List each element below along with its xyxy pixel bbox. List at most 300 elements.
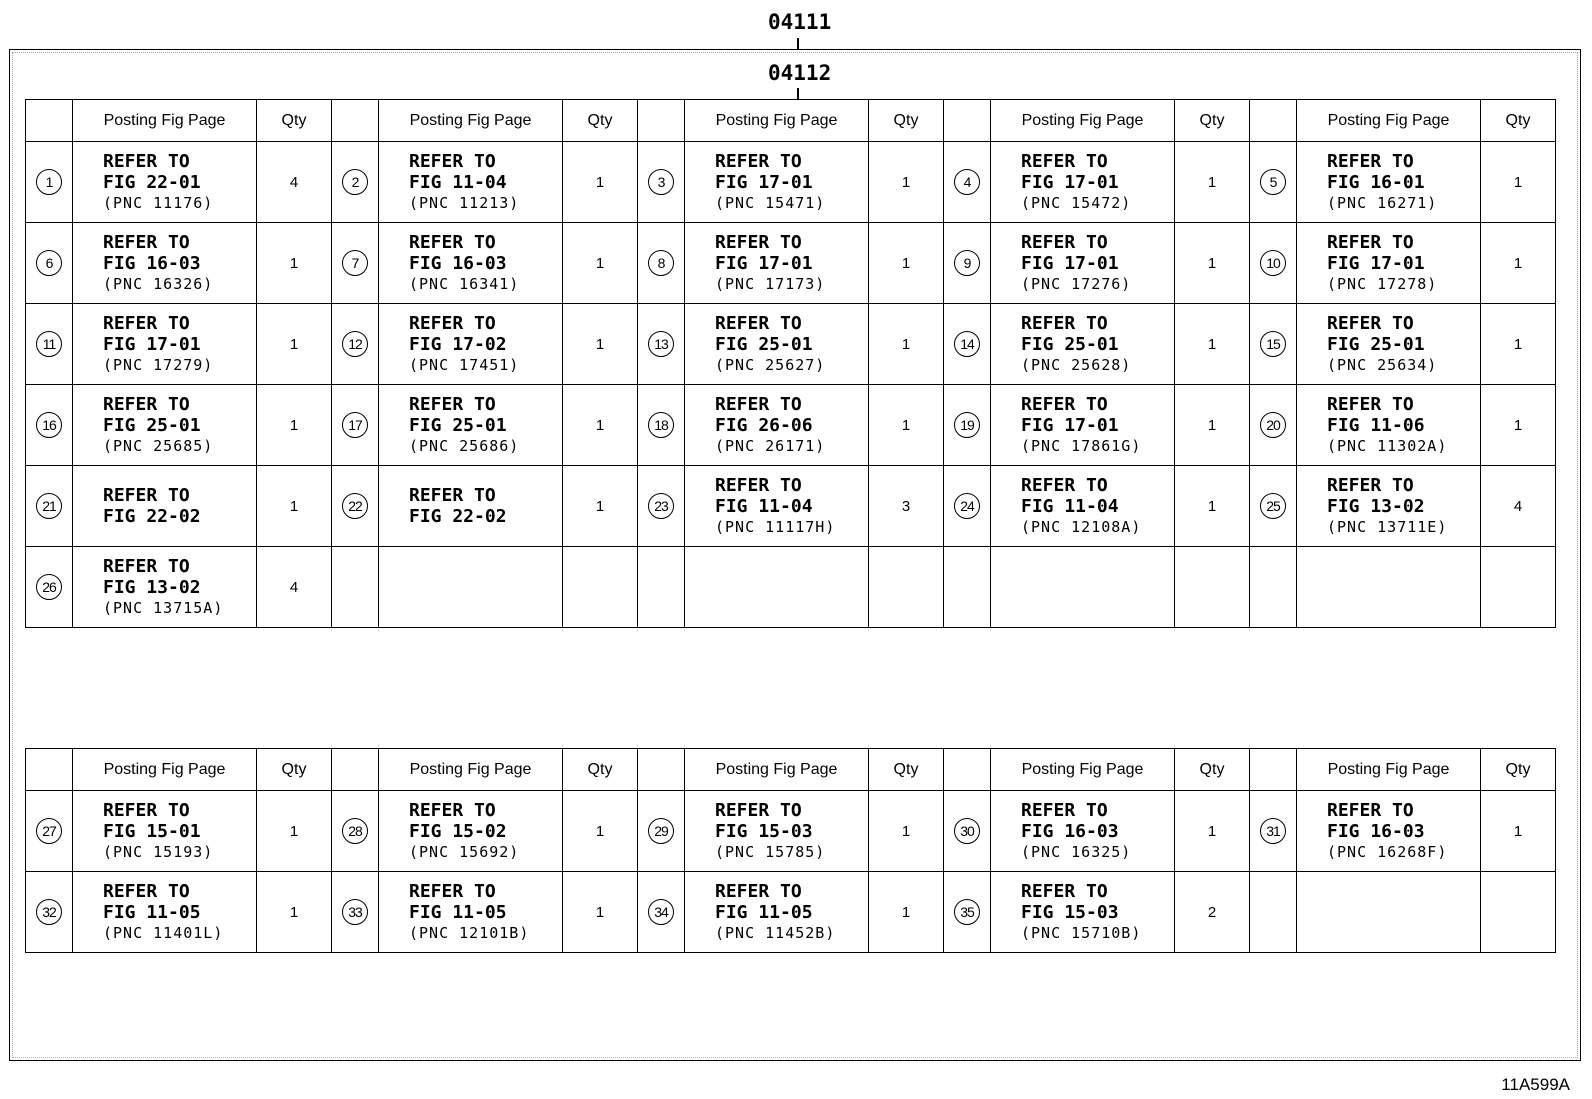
posting-cell [685, 385, 869, 466]
fig-reference: FIG 16-01 [1327, 171, 1425, 193]
pnc-reference: (PNC 17279) [103, 355, 214, 374]
refer-to-text: REFER TO [1021, 150, 1108, 172]
header-qty-cell: Qty [869, 100, 944, 142]
fig-reference: FIG 13-02 [1327, 495, 1425, 517]
qty-cell: 1 [869, 791, 944, 872]
fig-reference: FIG 13-02 [103, 576, 201, 598]
qty-cell: 1 [1481, 385, 1556, 466]
qty-cell: 4 [257, 142, 332, 223]
qty-cell: 2 [1175, 872, 1250, 953]
header-posting-cell: Posting Fig Page [73, 100, 257, 142]
qty-cell: 1 [563, 385, 638, 466]
posting-cell [379, 466, 563, 547]
fig-reference: FIG 11-04 [1021, 495, 1119, 517]
item-number-badge: 12 [342, 331, 368, 357]
posting-cell [991, 142, 1175, 223]
pnc-reference: (PNC 17276) [1021, 274, 1132, 293]
refer-to-text: REFER TO [1327, 312, 1414, 334]
posting-cell [379, 872, 563, 953]
qty-cell: 1 [1481, 791, 1556, 872]
item-number-cell [1250, 304, 1297, 385]
item-number-cell [1250, 466, 1297, 547]
inner-assembly-label: 04112 [768, 61, 832, 85]
item-number-cell [26, 466, 73, 547]
item-number-badge: 24 [954, 493, 980, 519]
empty-cell [379, 547, 563, 628]
qty-cell: 1 [1175, 385, 1250, 466]
posting-cell [685, 304, 869, 385]
pnc-reference: (PNC 25686) [409, 436, 520, 455]
item-number-cell [944, 142, 991, 223]
qty-cell: 1 [257, 791, 332, 872]
fig-reference: FIG 22-01 [103, 171, 201, 193]
item-number-badge: 27 [36, 818, 62, 844]
header-qty-cell: Qty [563, 749, 638, 791]
refer-to-text: REFER TO [1021, 799, 1108, 821]
item-number-cell [638, 223, 685, 304]
item-number-badge: 26 [36, 574, 62, 600]
posting-cell [685, 791, 869, 872]
empty-cell [1250, 547, 1297, 628]
item-number-cell [332, 142, 379, 223]
empty-cell [1481, 547, 1556, 628]
fig-reference: FIG 22-02 [409, 506, 507, 527]
table-row [26, 466, 1556, 547]
refer-to-text: REFER TO [715, 393, 802, 415]
fig-reference: FIG 16-03 [1327, 820, 1425, 842]
fig-reference: FIG 17-01 [1021, 252, 1119, 274]
empty-cell [1481, 872, 1556, 953]
fig-reference: FIG 15-03 [1021, 901, 1119, 923]
item-number-badge: 20 [1260, 412, 1286, 438]
header-posting-cell: Posting Fig Page [1297, 749, 1481, 791]
pnc-reference: (PNC 26171) [715, 436, 826, 455]
posting-cell [685, 142, 869, 223]
refer-to-text: REFER TO [409, 485, 496, 506]
item-number-cell [332, 385, 379, 466]
header-qty-cell: Qty [257, 749, 332, 791]
item-number-cell [26, 223, 73, 304]
pnc-reference: (PNC 17861G) [1021, 436, 1142, 455]
refer-to-text: REFER TO [1327, 393, 1414, 415]
refer-to-text: REFER TO [1021, 312, 1108, 334]
posting-cell [73, 223, 257, 304]
item-number-badge: 35 [954, 899, 980, 925]
pnc-reference: (PNC 15471) [715, 193, 826, 212]
header-num-cell [944, 100, 991, 142]
item-number-badge: 17 [342, 412, 368, 438]
table-row [26, 547, 1556, 628]
pnc-reference: (PNC 25627) [715, 355, 826, 374]
fig-reference: FIG 16-03 [409, 252, 507, 274]
pnc-reference: (PNC 15785) [715, 842, 826, 861]
empty-cell [1297, 547, 1481, 628]
header-posting-cell: Posting Fig Page [991, 100, 1175, 142]
refer-to-text: REFER TO [1021, 880, 1108, 902]
empty-cell [685, 547, 869, 628]
qty-cell: 1 [1175, 223, 1250, 304]
header-num-cell [944, 749, 991, 791]
item-number-badge: 31 [1260, 818, 1286, 844]
header-qty-cell: Qty [1481, 100, 1556, 142]
pnc-reference: (PNC 15692) [409, 842, 520, 861]
qty-cell: 1 [869, 385, 944, 466]
refer-to-text: REFER TO [1021, 393, 1108, 415]
item-number-cell [638, 872, 685, 953]
posting-cell [73, 304, 257, 385]
table-row [26, 791, 1556, 872]
item-number-badge: 1 [36, 169, 62, 195]
posting-cell [1297, 223, 1481, 304]
item-number-badge: 13 [648, 331, 674, 357]
posting-cell [73, 547, 257, 628]
item-number-badge: 16 [36, 412, 62, 438]
item-number-cell [638, 791, 685, 872]
fig-reference: FIG 16-03 [1021, 820, 1119, 842]
pnc-reference: (PNC 11302A) [1327, 436, 1448, 455]
refer-to-text: REFER TO [1327, 150, 1414, 172]
pnc-reference: (PNC 17278) [1327, 274, 1438, 293]
qty-cell: 1 [1481, 142, 1556, 223]
posting-cell [73, 385, 257, 466]
pnc-reference: (PNC 13711E) [1327, 517, 1448, 536]
item-number-badge: 15 [1260, 331, 1286, 357]
posting-cell [1297, 466, 1481, 547]
qty-cell: 1 [257, 466, 332, 547]
empty-cell [1250, 872, 1297, 953]
refer-to-text: REFER TO [715, 880, 802, 902]
fig-reference: FIG 15-02 [409, 820, 507, 842]
refer-to-text: REFER TO [103, 555, 190, 577]
pnc-reference: (PNC 11176) [103, 193, 214, 212]
fig-reference: FIG 11-06 [1327, 414, 1425, 436]
qty-cell: 1 [1175, 304, 1250, 385]
refer-to-text: REFER TO [409, 880, 496, 902]
item-number-cell [944, 466, 991, 547]
qty-cell: 1 [257, 872, 332, 953]
pnc-reference: (PNC 16326) [103, 274, 214, 293]
item-number-badge: 2 [342, 169, 368, 195]
item-number-cell [638, 304, 685, 385]
header-num-cell [26, 100, 73, 142]
refer-to-text: REFER TO [1021, 231, 1108, 253]
refer-to-text: REFER TO [103, 880, 190, 902]
item-number-badge: 23 [648, 493, 674, 519]
header-posting-cell: Posting Fig Page [379, 100, 563, 142]
outer-assembly-label: 04111 [768, 10, 832, 34]
fig-reference: FIG 25-01 [1021, 333, 1119, 355]
refer-to-text: REFER TO [409, 393, 496, 415]
pnc-reference: (PNC 16268F) [1327, 842, 1448, 861]
posting-cell [685, 466, 869, 547]
item-number-badge: 29 [648, 818, 674, 844]
fig-reference: FIG 25-01 [715, 333, 813, 355]
posting-cell [379, 142, 563, 223]
qty-cell: 1 [869, 872, 944, 953]
pnc-reference: (PNC 25634) [1327, 355, 1438, 374]
qty-cell: 1 [1175, 142, 1250, 223]
item-number-badge: 22 [342, 493, 368, 519]
item-number-cell [26, 547, 73, 628]
header-qty-cell: Qty [869, 749, 944, 791]
fig-reference: FIG 15-03 [715, 820, 813, 842]
item-number-cell [332, 872, 379, 953]
pnc-reference: (PNC 11401L) [103, 923, 224, 942]
header-num-cell [1250, 749, 1297, 791]
pnc-reference: (PNC 11117H) [715, 517, 836, 536]
item-number-cell [638, 385, 685, 466]
item-number-badge: 5 [1260, 169, 1286, 195]
qty-cell: 1 [1481, 304, 1556, 385]
item-number-cell [1250, 142, 1297, 223]
item-number-cell [332, 304, 379, 385]
pnc-reference: (PNC 11213) [409, 193, 520, 212]
qty-cell: 1 [563, 142, 638, 223]
posting-cell [991, 385, 1175, 466]
qty-cell: 1 [563, 223, 638, 304]
empty-cell [869, 547, 944, 628]
header-qty-cell: Qty [1481, 749, 1556, 791]
refer-to-text: REFER TO [103, 393, 190, 415]
refer-to-text: REFER TO [103, 799, 190, 821]
item-number-badge: 10 [1260, 250, 1286, 276]
refer-to-text: REFER TO [103, 150, 190, 172]
item-number-badge: 9 [954, 250, 980, 276]
fig-reference: FIG 17-01 [1021, 414, 1119, 436]
fig-reference: FIG 26-06 [715, 414, 813, 436]
posting-cell [73, 142, 257, 223]
item-number-cell [332, 791, 379, 872]
item-number-badge: 32 [36, 899, 62, 925]
item-number-cell [332, 466, 379, 547]
figure-code: 11A599A [1501, 1075, 1570, 1094]
table-row [26, 385, 1556, 466]
header-num-cell [26, 749, 73, 791]
item-number-cell [944, 872, 991, 953]
item-number-cell [1250, 791, 1297, 872]
empty-cell [1297, 872, 1481, 953]
item-number-badge: 3 [648, 169, 674, 195]
qty-cell: 1 [563, 466, 638, 547]
table-row [26, 304, 1556, 385]
header-qty-cell: Qty [1175, 749, 1250, 791]
qty-cell: 4 [1481, 466, 1556, 547]
posting-cell [1297, 791, 1481, 872]
item-number-cell [638, 142, 685, 223]
pnc-reference: (PNC 12101B) [409, 923, 530, 942]
fig-reference: FIG 17-01 [1327, 252, 1425, 274]
qty-cell: 1 [1175, 466, 1250, 547]
fig-reference: FIG 25-01 [409, 414, 507, 436]
posting-cell [991, 466, 1175, 547]
pnc-reference: (PNC 16271) [1327, 193, 1438, 212]
refer-to-text: REFER TO [715, 474, 802, 496]
item-number-badge: 4 [954, 169, 980, 195]
empty-cell [332, 547, 379, 628]
fig-reference: FIG 17-01 [103, 333, 201, 355]
item-number-cell [1250, 223, 1297, 304]
header-qty-cell: Qty [1175, 100, 1250, 142]
item-number-badge: 19 [954, 412, 980, 438]
posting-cell [1297, 142, 1481, 223]
table-row [26, 223, 1556, 304]
header-num-cell [1250, 100, 1297, 142]
posting-cell [1297, 304, 1481, 385]
fig-reference: FIG 17-01 [1021, 171, 1119, 193]
qty-cell: 1 [257, 223, 332, 304]
item-number-badge: 33 [342, 899, 368, 925]
item-number-cell [26, 791, 73, 872]
refer-to-text: REFER TO [1327, 799, 1414, 821]
refer-to-text: REFER TO [103, 485, 190, 506]
fig-reference: FIG 17-02 [409, 333, 507, 355]
fig-reference: FIG 22-02 [103, 506, 201, 527]
pnc-reference: (PNC 11452B) [715, 923, 836, 942]
parts-table-2 [25, 748, 1556, 953]
qty-cell: 1 [1175, 791, 1250, 872]
item-number-cell [26, 304, 73, 385]
posting-cell [991, 872, 1175, 953]
fig-reference: FIG 11-05 [103, 901, 201, 923]
fig-reference: FIG 25-01 [1327, 333, 1425, 355]
posting-cell [73, 791, 257, 872]
empty-cell [563, 547, 638, 628]
pnc-reference: (PNC 15472) [1021, 193, 1132, 212]
table-header-row [26, 100, 1556, 142]
posting-cell [379, 385, 563, 466]
qty-cell: 1 [869, 142, 944, 223]
qty-cell: 1 [563, 791, 638, 872]
refer-to-text: REFER TO [103, 231, 190, 253]
fig-reference: FIG 16-03 [103, 252, 201, 274]
item-number-cell [638, 466, 685, 547]
qty-cell: 1 [257, 385, 332, 466]
posting-cell [379, 223, 563, 304]
item-number-cell [26, 872, 73, 953]
refer-to-text: REFER TO [715, 231, 802, 253]
fig-reference: FIG 25-01 [103, 414, 201, 436]
item-number-badge: 14 [954, 331, 980, 357]
refer-to-text: REFER TO [103, 312, 190, 334]
refer-to-text: REFER TO [1327, 231, 1414, 253]
qty-cell: 4 [257, 547, 332, 628]
header-num-cell [638, 749, 685, 791]
header-posting-cell: Posting Fig Page [1297, 100, 1481, 142]
item-number-badge: 18 [648, 412, 674, 438]
refer-to-text: REFER TO [1021, 474, 1108, 496]
header-posting-cell: Posting Fig Page [991, 749, 1175, 791]
item-number-cell [332, 223, 379, 304]
parts-table-1 [25, 99, 1556, 628]
pnc-reference: (PNC 15193) [103, 842, 214, 861]
posting-cell [991, 304, 1175, 385]
fig-reference: FIG 11-04 [715, 495, 813, 517]
posting-cell [73, 466, 257, 547]
refer-to-text: REFER TO [409, 312, 496, 334]
item-number-badge: 25 [1260, 493, 1286, 519]
qty-cell: 3 [869, 466, 944, 547]
qty-cell: 1 [869, 223, 944, 304]
empty-cell [1175, 547, 1250, 628]
posting-cell [73, 872, 257, 953]
item-number-badge: 21 [36, 493, 62, 519]
pnc-reference: (PNC 16341) [409, 274, 520, 293]
item-number-badge: 30 [954, 818, 980, 844]
qty-cell: 1 [563, 304, 638, 385]
fig-reference: FIG 17-01 [715, 171, 813, 193]
item-number-badge: 8 [648, 250, 674, 276]
fig-reference: FIG 11-05 [409, 901, 507, 923]
refer-to-text: REFER TO [409, 150, 496, 172]
refer-to-text: REFER TO [715, 150, 802, 172]
item-number-cell [944, 385, 991, 466]
pnc-reference: (PNC 25628) [1021, 355, 1132, 374]
qty-cell: 1 [1481, 223, 1556, 304]
header-qty-cell: Qty [563, 100, 638, 142]
posting-cell [685, 223, 869, 304]
item-number-badge: 7 [342, 250, 368, 276]
pnc-reference: (PNC 17451) [409, 355, 520, 374]
fig-reference: FIG 17-01 [715, 252, 813, 274]
item-number-badge: 34 [648, 899, 674, 925]
pnc-reference: (PNC 16325) [1021, 842, 1132, 861]
item-number-cell [1250, 385, 1297, 466]
qty-cell: 1 [257, 304, 332, 385]
pnc-reference: (PNC 13715A) [103, 598, 224, 617]
posting-cell [991, 223, 1175, 304]
item-number-cell [944, 304, 991, 385]
table-header-row [26, 749, 1556, 791]
header-posting-cell: Posting Fig Page [73, 749, 257, 791]
empty-cell [944, 547, 991, 628]
item-number-cell [26, 142, 73, 223]
table-row [26, 142, 1556, 223]
posting-cell [1297, 385, 1481, 466]
header-posting-cell: Posting Fig Page [685, 749, 869, 791]
item-number-badge: 6 [36, 250, 62, 276]
posting-cell [379, 791, 563, 872]
pnc-reference: (PNC 12108A) [1021, 517, 1142, 536]
pnc-reference: (PNC 15710B) [1021, 923, 1142, 942]
refer-to-text: REFER TO [715, 799, 802, 821]
header-posting-cell: Posting Fig Page [685, 100, 869, 142]
empty-cell [638, 547, 685, 628]
refer-to-text: REFER TO [409, 231, 496, 253]
item-number-cell [26, 385, 73, 466]
header-num-cell [332, 749, 379, 791]
qty-cell: 1 [869, 304, 944, 385]
fig-reference: FIG 11-04 [409, 171, 507, 193]
pnc-reference: (PNC 25685) [103, 436, 214, 455]
pnc-reference: (PNC 17173) [715, 274, 826, 293]
posting-cell [379, 304, 563, 385]
item-number-badge: 28 [342, 818, 368, 844]
refer-to-text: REFER TO [715, 312, 802, 334]
posting-cell [685, 872, 869, 953]
fig-reference: FIG 11-05 [715, 901, 813, 923]
item-number-cell [944, 791, 991, 872]
item-number-badge: 11 [36, 331, 62, 357]
item-number-cell [944, 223, 991, 304]
fig-reference: FIG 15-01 [103, 820, 201, 842]
refer-to-text: REFER TO [1327, 474, 1414, 496]
header-num-cell [332, 100, 379, 142]
refer-to-text: REFER TO [409, 799, 496, 821]
qty-cell: 1 [563, 872, 638, 953]
table-row [26, 872, 1556, 953]
empty-cell [991, 547, 1175, 628]
header-num-cell [638, 100, 685, 142]
